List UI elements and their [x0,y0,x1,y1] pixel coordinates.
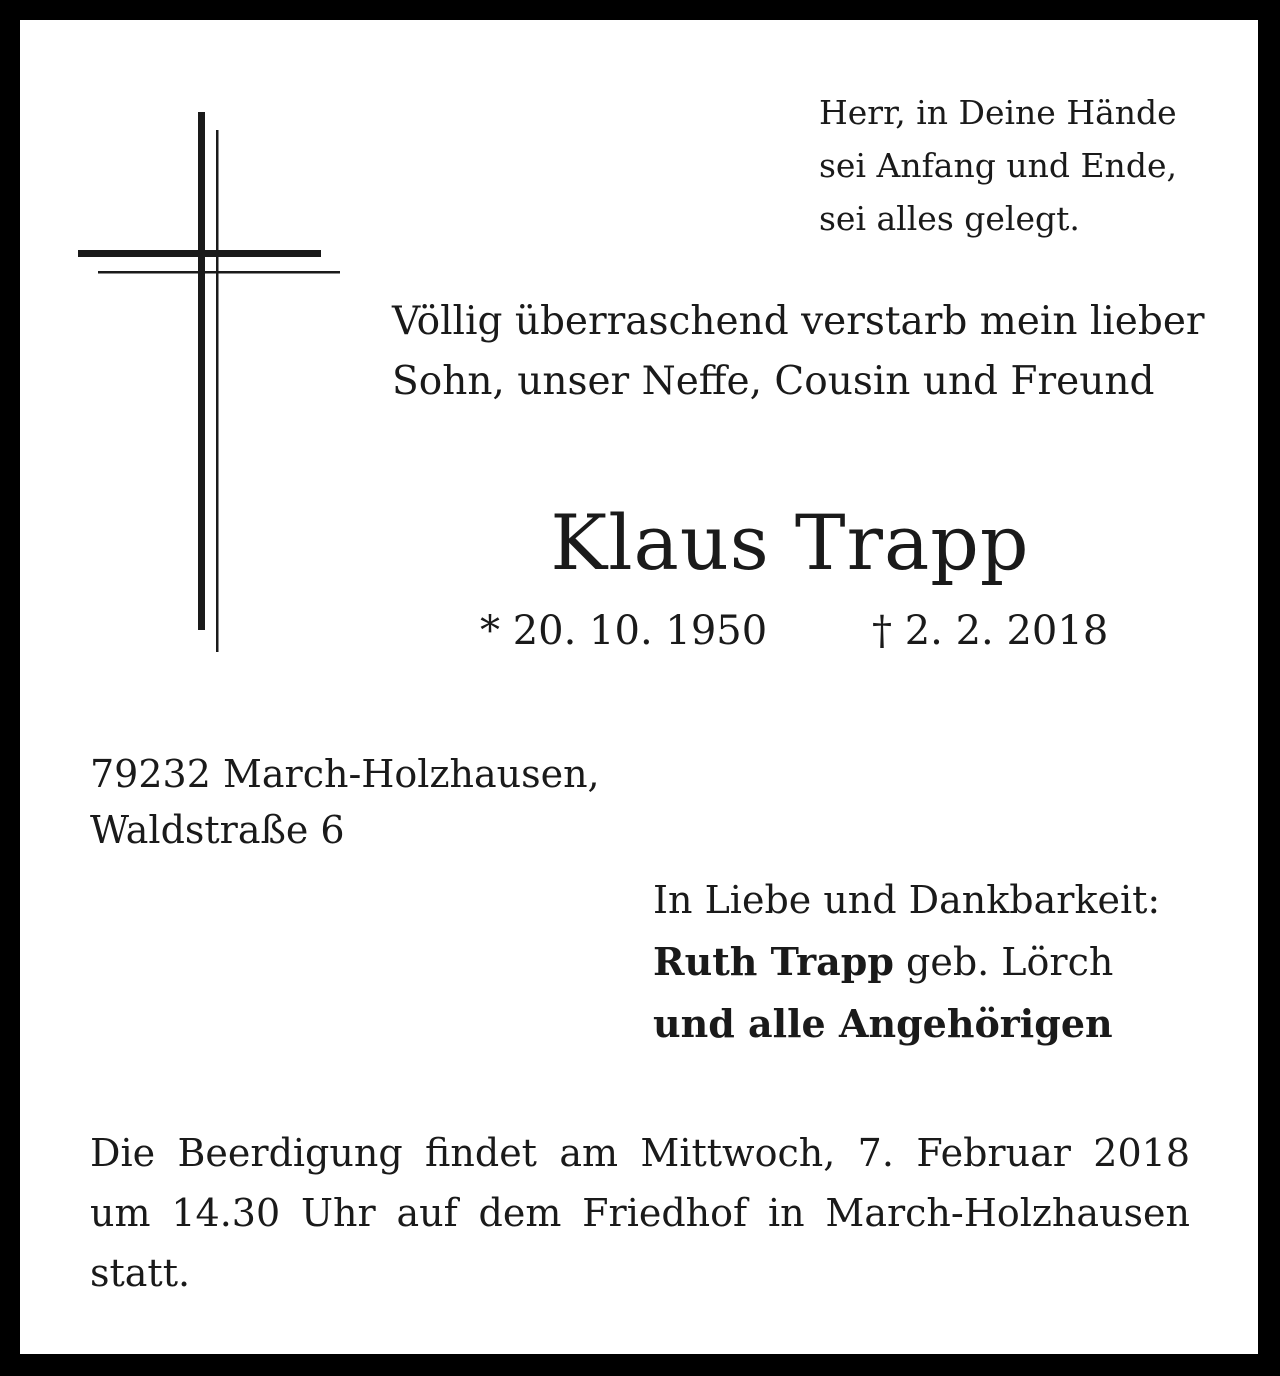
deceased-name: Klaus Trapp [550,498,1030,587]
funeral-notice: Die Beerdigung findet am Mittwoch, 7. Februar 2018 um 14.30 Uhr auf dem Friedhof in March-Holzhausen statt. [90,1131,1190,1295]
death-date: † 2. 2. 2018 [872,608,1109,654]
widow-line [653,931,1233,993]
announcement-line: Sohn, unser Neffe, Cousin und Freund [392,359,1155,404]
widow-name: Ruth Trapp [653,939,894,984]
relatives-line: und alle Angehörigen [653,1001,1113,1046]
cross-icon [78,112,344,656]
announcement-text [392,292,1242,412]
announcement-line: Völlig überraschend verstarb mein lieber [392,299,1205,344]
bible-verse [819,86,1239,245]
verse-line: Herr, in Deine Hände [819,93,1177,132]
verse-line: sei Anfang und Ende, [819,146,1177,185]
widow-maiden-name: geb. Lörch [893,940,1114,984]
mourners-intro: In Liebe und Dankbarkeit: [653,878,1161,922]
address [90,746,650,858]
mourners [653,869,1233,1055]
address-line: Waldstraße 6 [90,808,345,852]
obituary-card [20,20,1258,1354]
address-line: 79232 March-Holzhausen, [90,752,600,796]
verse-line: sei alles gelegt. [819,199,1080,238]
birth-date: * 20. 10. 1950 [480,608,768,654]
